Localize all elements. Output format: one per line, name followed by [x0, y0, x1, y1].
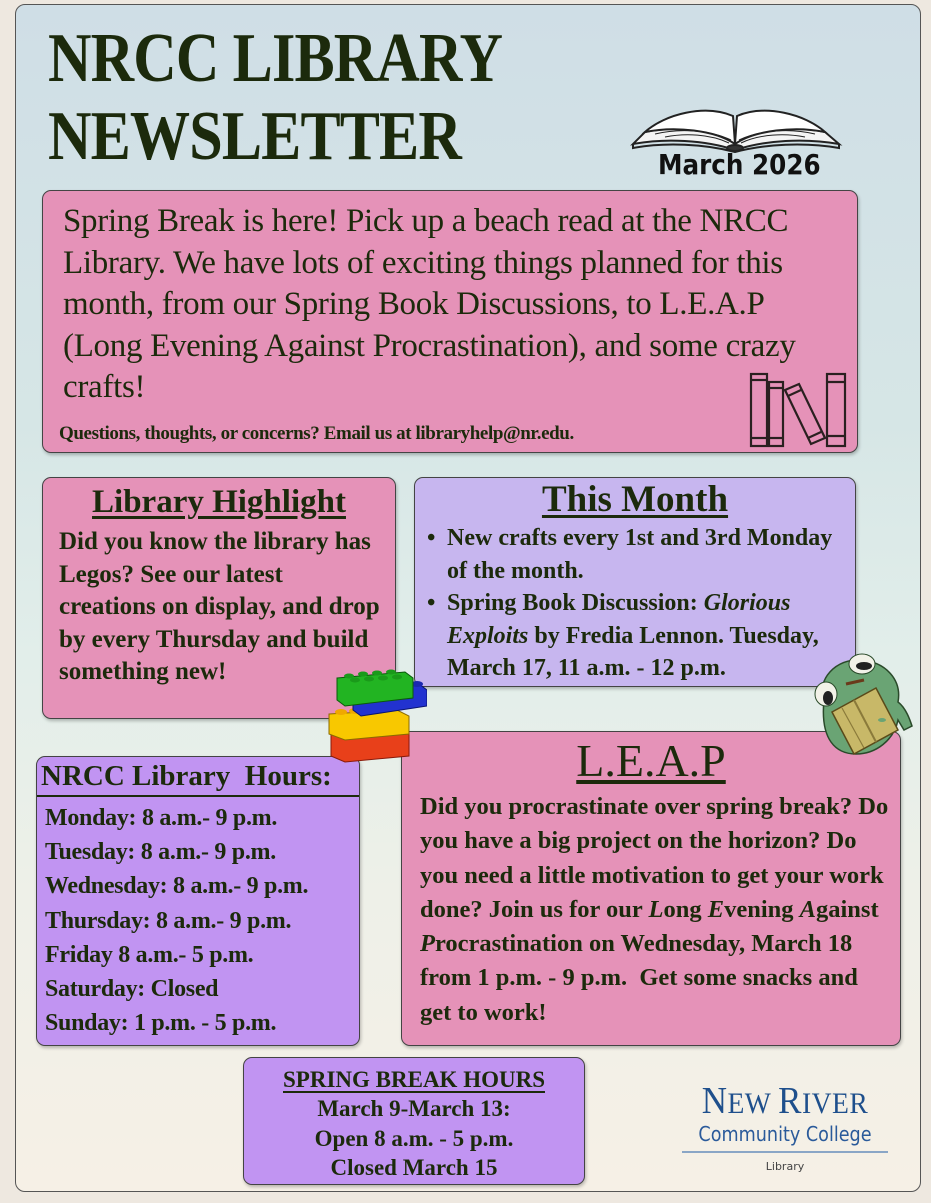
highlight-text: Did you know the library has Legos? See our latest creations on display, and drop by every Thursday and build something new!	[59, 528, 380, 685]
hours-row: Thursday: 8 a.m.- 9 p.m.	[45, 907, 292, 934]
this-month-list	[415, 522, 855, 685]
hours-row: Wednesday: 8 a.m.- 9 p.m.	[45, 873, 309, 900]
title-line-2: NEWSLETTER	[48, 98, 461, 175]
logo-letters: EW	[727, 1087, 779, 1120]
acronym-rest: gainst	[815, 895, 879, 923]
hours-row: Sunday: 1 p.m. - 5 p.m.	[45, 1010, 277, 1037]
leap-box	[401, 731, 901, 1046]
newsletter-title	[48, 20, 502, 176]
list-item	[423, 587, 841, 685]
library-hours-box	[36, 756, 360, 1046]
issue-date: March 2026	[658, 148, 821, 181]
bullet-icon: •	[427, 525, 436, 551]
hours-list	[45, 801, 359, 1040]
open-book-icon	[625, 94, 847, 154]
logo-letter: R	[778, 1080, 802, 1122]
logo-divider	[682, 1151, 888, 1153]
this-month-box	[414, 477, 856, 687]
leap-text	[402, 788, 900, 1030]
nrcc-library-logo	[682, 1082, 888, 1173]
spring-break-line: March 9-March 13:	[317, 1096, 511, 1121]
logo-unit: Library	[765, 1159, 805, 1173]
spring-break-line: Closed March 15	[330, 1155, 498, 1180]
bullet-icon: •	[427, 590, 436, 616]
logo-letter: N	[701, 1080, 728, 1122]
logo-name	[690, 1082, 880, 1123]
books-icon	[747, 372, 851, 448]
acronym-initial: A	[799, 895, 816, 923]
book-title: Glorious Exploits	[447, 590, 791, 649]
title-line-1: NRCC LIBRARY	[48, 20, 503, 97]
leap-text-after: on Wednesday, March 18 from 1 p.m. - 9 p.m. Get some snacks and get to work!	[420, 930, 864, 1026]
acronym-rest: ong	[663, 895, 708, 923]
contact-email-link[interactable]: libraryhelp@nr.edu	[415, 423, 570, 444]
highlight-heading: Library Highlight	[92, 484, 346, 520]
hours-heading: NRCC Library Hours:	[37, 757, 359, 797]
acronym-initial: P	[420, 930, 435, 958]
hours-row: Saturday: Closed	[45, 976, 219, 1003]
this-month-heading: This Month	[541, 479, 729, 520]
hours-row: Tuesday: 8 a.m.- 9 p.m.	[45, 839, 276, 866]
frog-reading-icon	[806, 650, 916, 762]
spring-break-heading: SPRING BREAK HOURS	[283, 1067, 545, 1092]
contact-line	[59, 423, 574, 445]
acronym-rest: vening	[724, 895, 800, 923]
spring-break-line: Open 8 a.m. - 5 p.m.	[314, 1125, 514, 1151]
spring-break-hours-box	[243, 1057, 585, 1185]
intro-text: Spring Break is here! Pick up a beach read at the NRCC Library. We have lots of exciting things planned for this month, from our Spring Book Discussions, to L.E.A.P (Long Evening Against Procrastination), and some crazy crafts!	[63, 203, 796, 405]
acronym-rest: rocrastination	[434, 930, 583, 958]
list-item-text: Spring Book Discussion:	[447, 590, 704, 616]
contact-suffix: .	[569, 423, 574, 444]
intro-box	[42, 190, 858, 453]
leap-text-before: Did you procrastinate over spring break? Do you have a big project on the horizon? Do you need a little motivation to get your work done? Join us for our	[420, 793, 889, 923]
list-item	[423, 522, 841, 587]
acronym-initial: L	[648, 895, 664, 923]
lego-bricks-icon	[327, 660, 427, 764]
hours-row: Monday: 8 a.m.- 9 p.m.	[45, 805, 278, 831]
list-item-text: by Fredia Lennon. Tuesday, March 17, 11 a.m. - 12 p.m.	[447, 622, 819, 681]
leap-heading: L.E.A.P	[576, 735, 726, 786]
acronym-initial: E	[707, 895, 725, 923]
hours-row: Friday 8 a.m.- 5 p.m.	[45, 941, 254, 968]
logo-subtitle: Community College	[698, 1122, 872, 1146]
contact-prefix: Questions, thoughts, or concerns? Email us at	[59, 423, 416, 444]
logo-letters: IVER	[801, 1087, 869, 1120]
list-item-text: New crafts every 1st and 3rd Monday of the month.	[447, 525, 833, 584]
